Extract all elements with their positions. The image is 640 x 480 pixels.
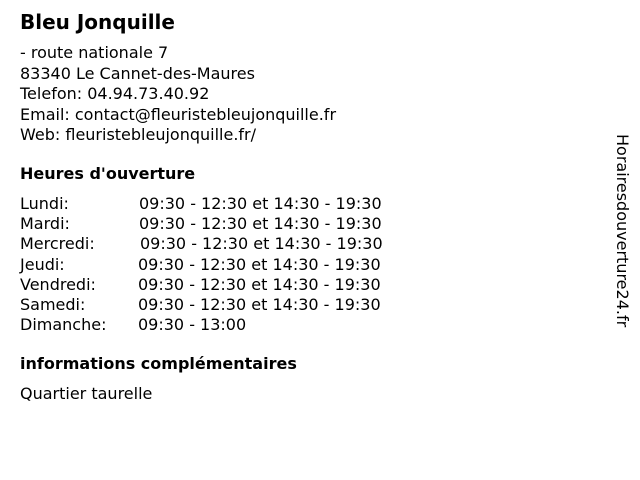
opening-hours-heading: Heures d'ouverture [20,164,196,183]
day-label: Mercredi: [20,234,95,254]
day-hours: 09:30 - 12:30 et 14:30 - 19:30 [138,274,381,294]
day-label: Mardi: [20,214,70,234]
day-label: Vendredi: [20,274,96,294]
additional-info-heading: informations complémentaires [20,354,297,373]
day-label: Lundi: [20,194,69,213]
day-label: Samedi: [20,294,86,314]
day-label: Jeudi: [20,254,65,274]
address-street: - route nationale 7 [20,43,169,62]
additional-info-text: Quartier taurelle [20,384,153,403]
phone-number: Telefon: 04.94.73.40.92 [20,84,210,103]
contact-details [20,43,336,146]
address-city: 83340 Le Cannet-des-Maures [20,63,255,83]
day-hours: 09:30 - 12:30 et 14:30 - 19:30 [138,254,381,274]
day-hours: 09:30 - 12:30 et 14:30 - 19:30 [139,194,382,213]
website: Web: fleuristebleujonquille.fr/ [20,125,257,144]
day-hours: 09:30 - 12:30 et 14:30 - 19:30 [140,234,383,254]
day-hours: 09:30 - 12:30 et 14:30 - 19:30 [139,214,382,234]
site-watermark: Horairesdouverture24.fr [613,134,632,328]
email-address: Email: contact@fleuristebleujonquille.fr [20,104,337,124]
day-hours: 09:30 - 13:00 [138,315,247,335]
day-label: Dimanche: [20,315,107,335]
business-name: Bleu Jonquille [20,10,175,34]
day-hours: 09:30 - 12:30 et 14:30 - 19:30 [138,294,381,314]
